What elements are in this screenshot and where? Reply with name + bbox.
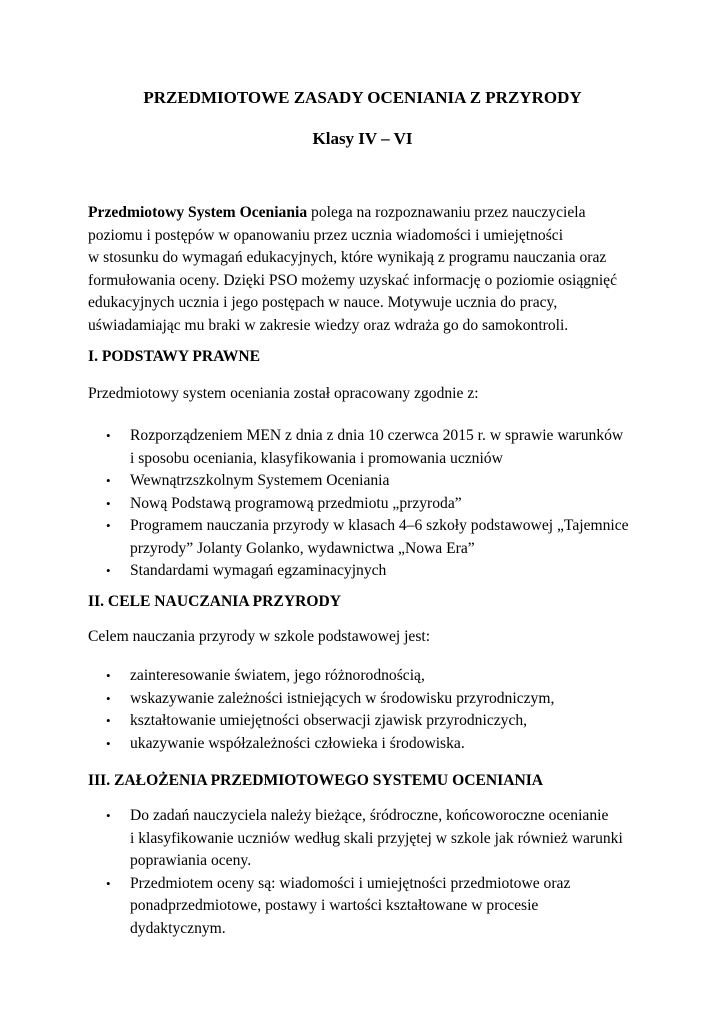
bullet-icon: •	[106, 563, 111, 578]
list-item-line: Programem nauczania przyrody w klasach 4–6 szkoły podstawowej „Tajemnice	[130, 517, 629, 534]
bullet-icon: •	[106, 735, 111, 751]
intro-line: w stosunku do wymagań edukacyjnych, które wynikają z programu nauczania oraz	[88, 249, 607, 266]
list-item-line: poprawiania oceny.	[130, 852, 252, 869]
list-item-line: kształtowanie umiejętności obserwacji zjawisk przyrodniczych,	[130, 712, 528, 729]
list-item	[88, 560, 658, 583]
list-item-line: zainteresowanie światem, jego różnorodnością,	[130, 667, 425, 684]
bullet-icon: •	[106, 808, 111, 823]
document-title: PRZEDMIOTOWE ZASADY OCENIANIA Z PRZYRODY	[143, 88, 582, 107]
list-item	[88, 710, 658, 733]
list-item-line: przyrody” Jolanty Golanko, wydawnictwa „Nowa Era”	[130, 539, 475, 557]
section-3-list	[88, 805, 658, 940]
list-item	[88, 805, 658, 873]
bullet-icon: •	[106, 875, 111, 891]
section-2-list	[88, 665, 658, 755]
section-2-lead: Celem nauczania przyrody w szkole podstawowej jest:	[88, 628, 431, 645]
intro-line: uświadamiając mu braki w zakresie wiedzy oraz wdraża go do samokontroli.	[88, 316, 569, 334]
intro-line: edukacyjnych ucznia i jego postępach w nauce. Motywuje ucznia do pracy,	[88, 294, 558, 311]
bullet-icon: •	[106, 495, 111, 511]
intro-paragraph	[88, 202, 648, 337]
intro-line-1	[88, 202, 648, 225]
section-1-list	[88, 425, 658, 583]
list-item-line: Standardami wymagań egzaminacyjnych	[130, 562, 387, 579]
bullet-icon: •	[106, 428, 111, 443]
bullet-icon: •	[106, 668, 111, 683]
list-item-line: ukazywanie współzależności człowieka i środowiska.	[130, 734, 465, 752]
list-item	[88, 665, 658, 688]
section-2-heading: II. CELE NAUCZANIA PRZYRODY	[88, 593, 341, 610]
list-item-line: ponadprzedmiotowe, postawy i wartości kształtowane w procesie	[130, 897, 539, 914]
bullet-icon: •	[106, 518, 111, 533]
intro-line: poziomu i postępów w opanowaniu przez ucznia wiadomości i umiejętności	[88, 226, 564, 244]
section-1-heading: I. PODSTAWY PRAWNE	[88, 348, 260, 365]
list-item-line: Przedmiotem oceny są: wiadomości i umiejętności przedmiotowe oraz	[130, 874, 571, 892]
bullet-icon: •	[106, 690, 111, 706]
intro-bold-lead: Przedmiotowy System Oceniania	[88, 204, 308, 221]
section-1-lead: Przedmiotowy system oceniania został opracowany zgodnie z:	[88, 385, 479, 402]
list-item-line: Nową Podstawą programową przedmiotu „przyroda”	[130, 494, 462, 512]
list-item-line: Wewnątrzszkolnym Systemem Oceniania	[130, 472, 390, 489]
list-item-line: i klasyfikowanie uczniów według skali przyjętej w szkole jak również warunki	[130, 829, 623, 847]
list-item-line: wskazywanie zależności istniejących w środowisku przyrodniczym,	[130, 689, 555, 707]
list-item-line: i sposobu oceniania, klasyfikowania i promowania uczniów	[130, 449, 503, 467]
intro-line: formułowania oceny. Dzięki PSO możemy uzyskać informację o poziomie osiągnięć	[88, 271, 618, 289]
bullet-icon: •	[106, 713, 111, 728]
bullet-icon: •	[106, 473, 111, 488]
section-3-heading: III. ZAŁOŻENIA PRZEDMIOTOWEGO SYSTEMU OCENIANIA	[88, 772, 544, 789]
list-item-line: Do zadań nauczyciela należy bieżące, śródroczne, końcoworoczne ocenianie	[130, 807, 609, 824]
list-item	[88, 733, 658, 756]
list-item	[88, 470, 658, 493]
list-item	[88, 688, 658, 711]
list-item	[88, 515, 658, 560]
document-subtitle: Klasy IV – VI	[312, 129, 413, 148]
intro-line-1-rest: polega na rozpoznawaniu przez nauczyciela	[307, 204, 586, 221]
list-item	[88, 873, 658, 941]
list-item	[88, 493, 658, 516]
list-item	[88, 425, 658, 470]
list-item-line: Rozporządzeniem MEN z dnia z dnia 10 czerwca 2015 r. w sprawie warunków	[130, 427, 624, 444]
list-item-line: dydaktycznym.	[130, 919, 226, 937]
